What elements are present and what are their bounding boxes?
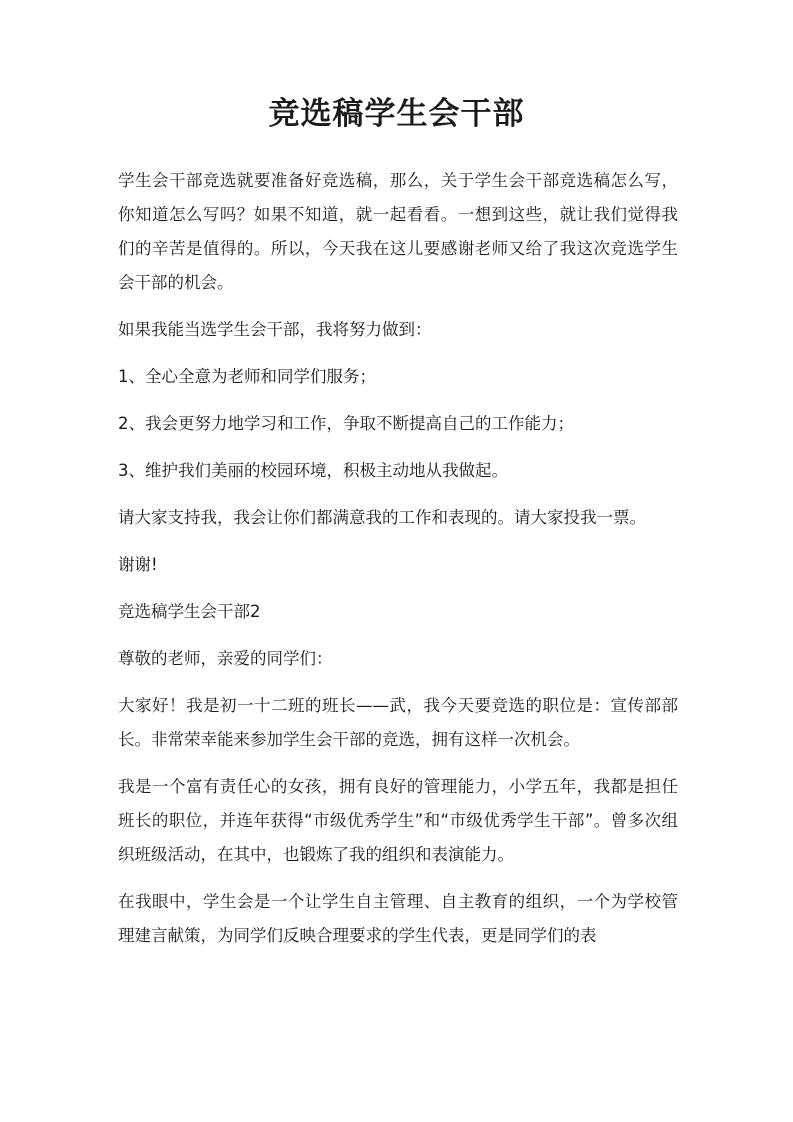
paragraph-student-union: 在我眼中，学生会是一个让学生自主管理、自主教育的组织，一个为学校管理建言献策，为同学们反映合理要求的学生代表，更是同学们的表 xyxy=(118,892,678,945)
paragraph-thanks: 谢谢! xyxy=(118,555,158,574)
paragraph-appeal: 请大家支持我，我会让你们都满意我的工作和表现的。请大家投我一票。 xyxy=(118,508,646,527)
document-body xyxy=(118,164,678,966)
section-heading-2: 竞选稿学生会干部2 xyxy=(118,602,261,621)
list-item-1: 1、全心全意为老师和同学们服务； xyxy=(118,367,376,386)
list-item-3: 3、维护我们美丽的校园环境，积极主动地从我做起。 xyxy=(118,461,508,480)
paragraph-commitment: 如果我能当选学生会干部，我将努力做到： xyxy=(118,320,432,339)
paragraph-intro: 学生会干部竞选就要准备好竞选稿，那么，关于学生会干部竞选稿怎么写，你知道怎么写吗？如果不知道，就一起看看。一想到这些，就让我们觉得我们的辛苦是值得的。所以，今天我在这儿要感谢老师又给了我这次竞选学生会干部的机会。 xyxy=(118,171,678,292)
list-item-2: 2、我会更努力地学习和工作，争取不断提高自己的工作能力； xyxy=(118,414,574,433)
document-title: 竞选稿学生会干部 xyxy=(268,96,525,132)
paragraph-self-intro: 大家好！我是初一十二班的班长——武，我今天要竞选的职位是：宣传部部长。非常荣幸能来参加学生会干部的竞选，拥有这样一次机会。 xyxy=(118,696,678,749)
paragraph-experience: 我是一个富有责任心的女孩，拥有良好的管理能力，小学五年，我都是担任班长的职位，并连年获得“市级优秀学生”和“市级优秀学生干部”。曾多次组织班级活动，在其中，也锻炼了我的组织和表演能力。 xyxy=(118,777,678,864)
paragraph-greeting: 尊敬的老师，亲爱的同学们： xyxy=(118,649,333,668)
